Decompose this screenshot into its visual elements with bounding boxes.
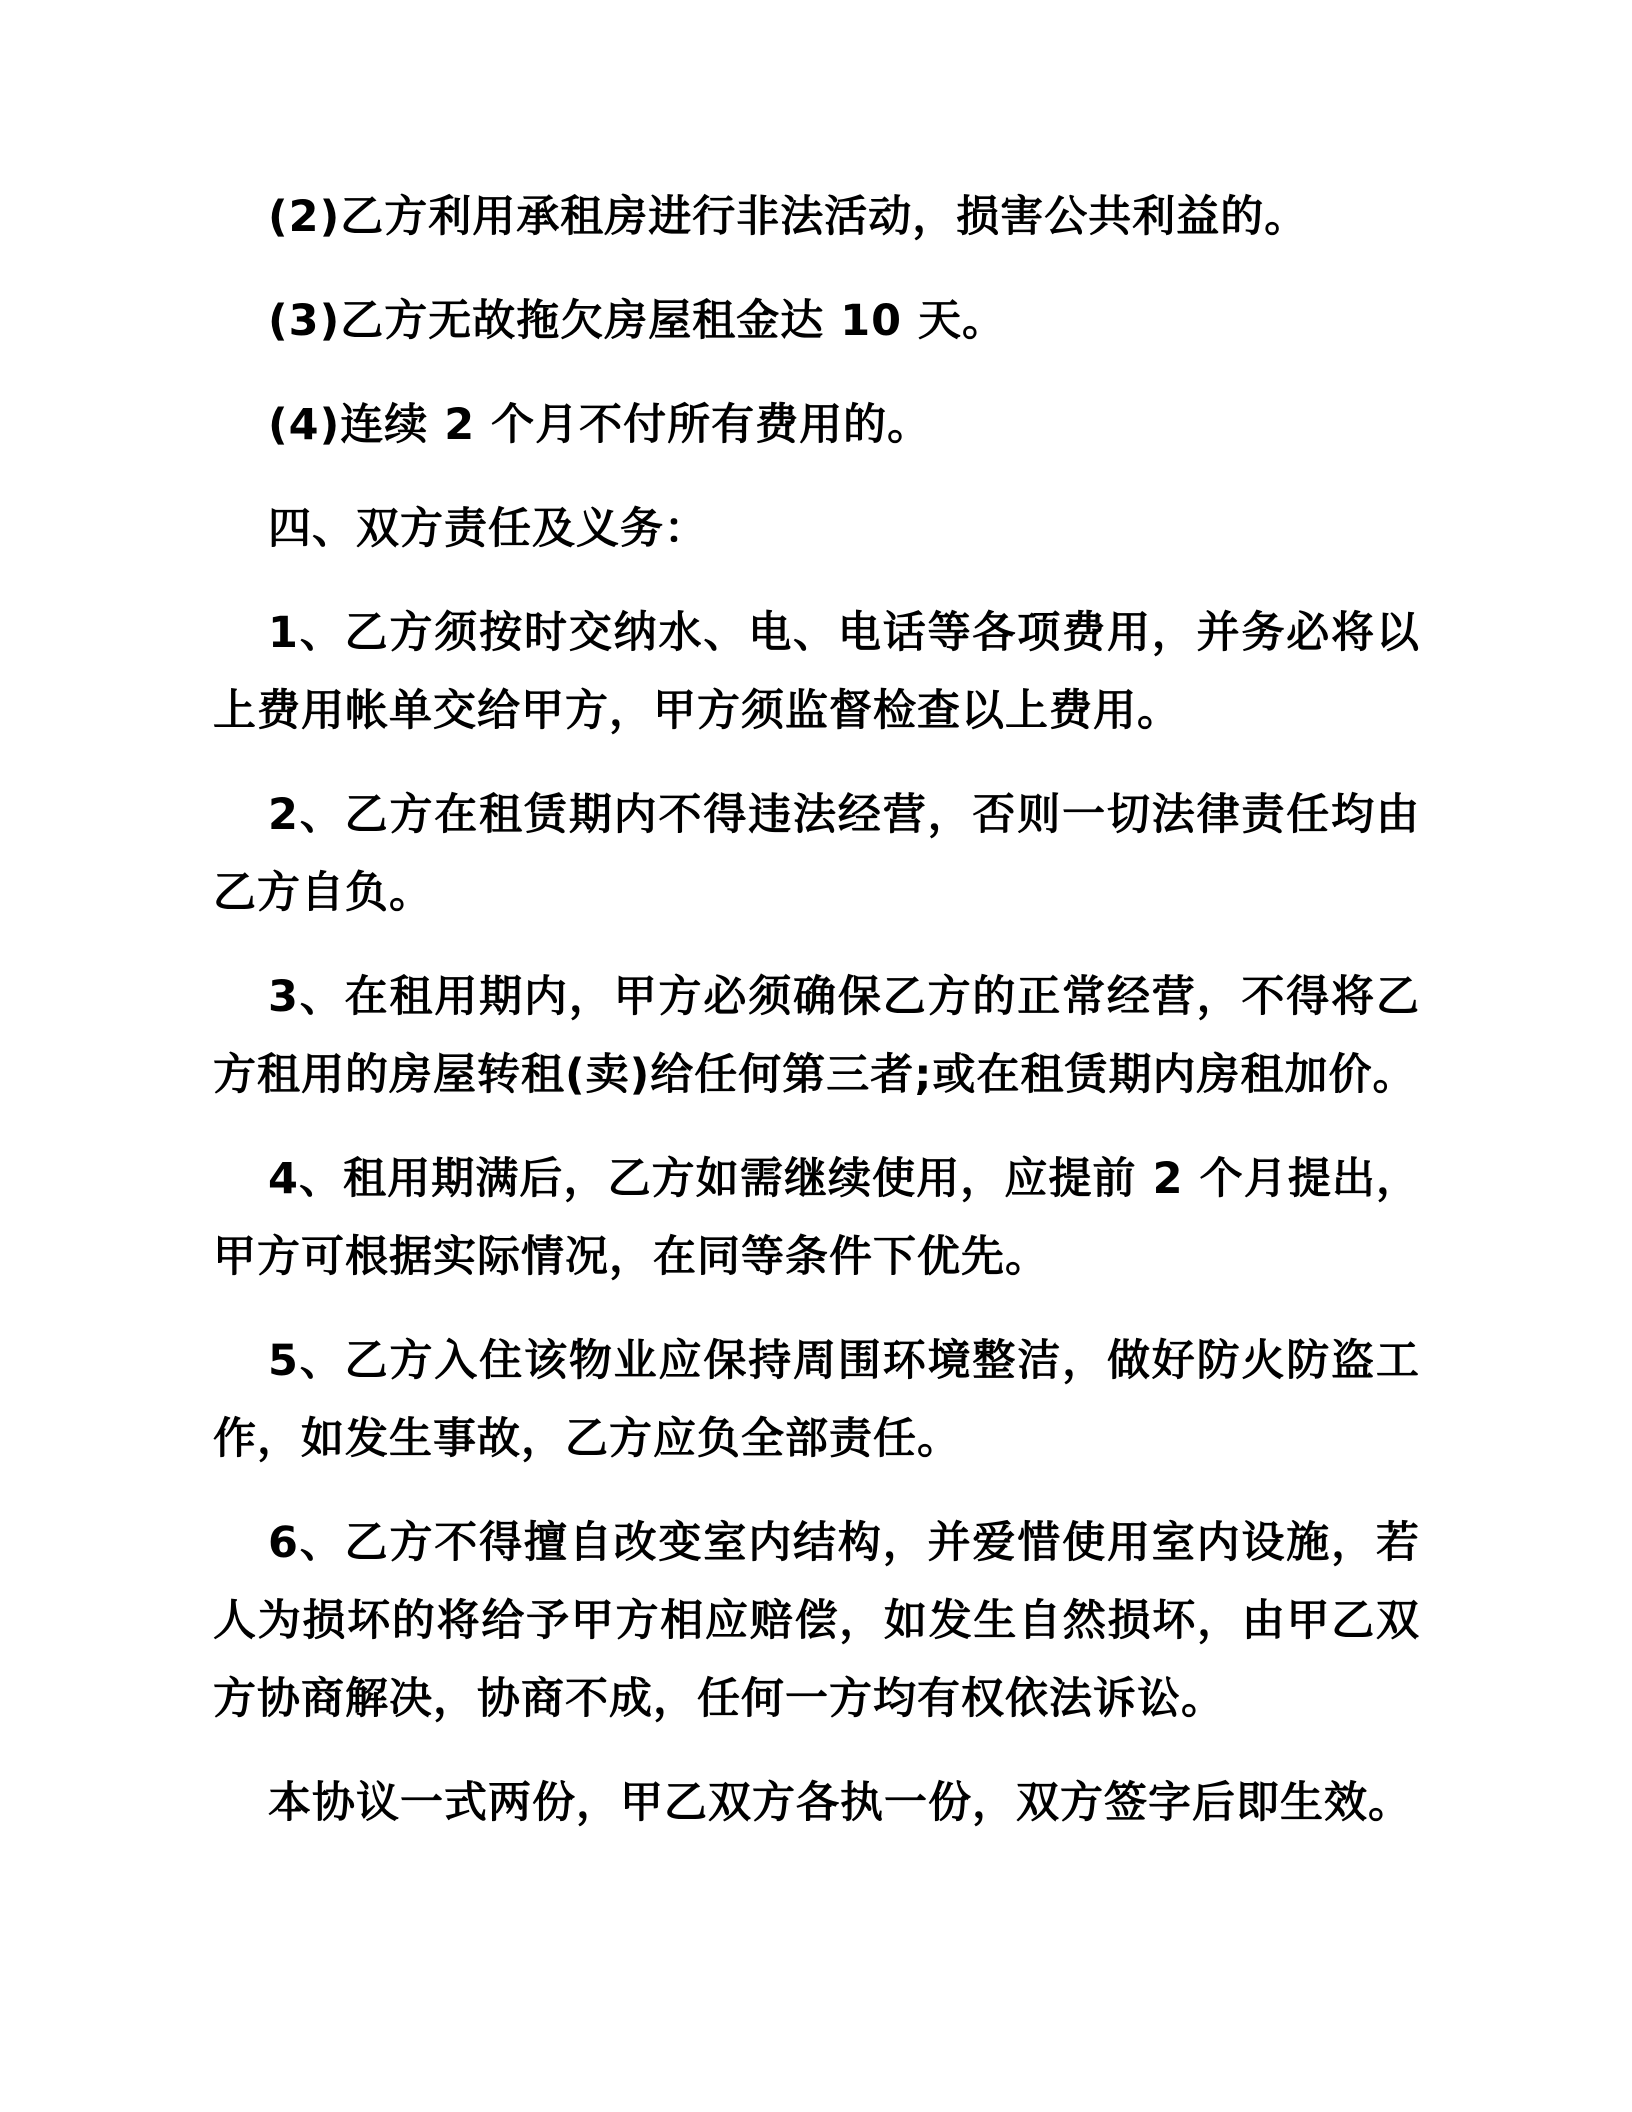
paragraph: (4)连续 2 个月不付所有费用的。 (268, 400, 932, 450)
paragraph: 1、乙方须按时交纳水、电、电话等各项费用，并务必将以上费用帐单交给甲方，甲方须监督检查以上费用。 (213, 608, 1420, 736)
paragraph: 6、乙方不得擅自改变室内结构，并爱惜使用室内设施，若人为损坏的将给予甲方相应赔偿，如发生自然损坏，由甲乙双方协商解决，协商不成，任何一方均有权依法诉讼。 (213, 1518, 1420, 1724)
paragraph: 本协议一式两份，甲乙双方各执一份，双方签字后即生效。 (268, 1778, 1412, 1828)
paragraph: 2、乙方在租赁期内不得违法经营，否则一切法律责任均由乙方自负。 (213, 790, 1420, 918)
paragraph: 四、双方责任及义务： (268, 504, 708, 554)
paragraph: 3、在租用期内，甲方必须确保乙方的正常经营，不得将乙方租用的房屋转租(卖)给任何第三者;或在租赁期内房租加价。 (213, 972, 1420, 1100)
paragraph: (3)乙方无故拖欠房屋租金达 10 天。 (268, 296, 1007, 346)
paragraph: (2)乙方利用承租房进行非法活动，损害公共利益的。 (268, 192, 1309, 242)
paragraph: 5、乙方入住该物业应保持周围环境整洁，做好防火防盗工作，如发生事故，乙方应负全部责任。 (213, 1336, 1420, 1464)
document-body (213, 178, 1420, 1842)
paragraph: 4、租用期满后，乙方如需继续使用，应提前 2 个月提出，甲方可根据实际情况，在同等条件下优先。 (213, 1154, 1420, 1282)
